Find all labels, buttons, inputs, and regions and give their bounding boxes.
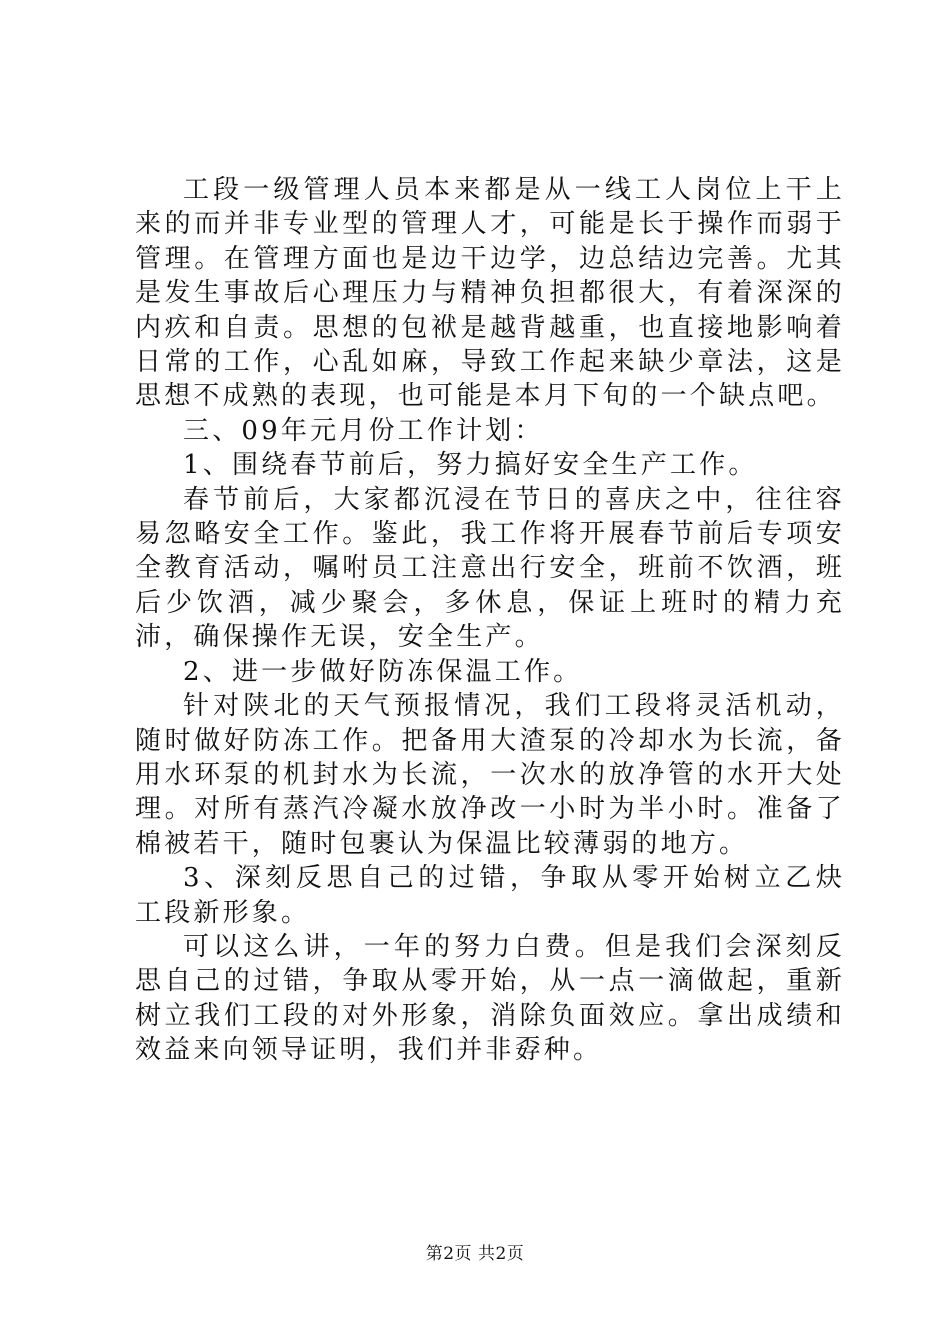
section-heading-january-plan: 三、09年元月份工作计划： <box>183 415 544 446</box>
paragraph-reflection: 工段一级管理人员本来都是从一线工人岗位上干上来的而并非专业型的管理人才，可能是长于操作而弱于管理。在管理方面也是边干边学，边总结边完善。尤其是发生事故后心理压力与精神负担都很大，有着深深的内疚和自责。思想的包袱是越背越重，也直接地影响着日常的工作，心乱如麻，导致工作起来缺少章法，这是思想不成熟的表现，也可能是本月下旬的一个缺点吧。 <box>135 175 845 412</box>
plan-item-1-heading: 1、围绕春节前后，努力搞好安全生产工作。 <box>183 450 758 481</box>
plan-item-3-body: 可以这么讲，一年的努力白费。但是我们会深刻反思自己的过错，争取从零开始，从一点一滴做起，重新树立我们工段的对外形象，消除负面效应。拿出成绩和效益来向领导证明，我们并非孬种。 <box>135 931 845 1066</box>
plan-item-3-heading: 3、深刻反思自己的过错，争取从零开始树立乙炔工段新形象。 <box>135 863 845 928</box>
plan-item-2-body: 针对陕北的天气预报情况，我们工段将灵活机动，随时做好防冻工作。把备用大渣泵的冷却水为长流，备用水环泵的机封水为长流，一次水的放净管的水开大处理。对所有蒸汽冷凝水放净改一小时为半小时。准备了棉被若干，随时包裹认为保温比较薄弱的地方。 <box>135 691 845 859</box>
document-body <box>135 173 845 1068</box>
plan-item-1-body: 春节前后，大家都沉浸在节日的喜庆之中，往往容易忽略安全工作。鉴此，我工作将开展春节前后专项安全教育活动，嘱咐员工注意出行安全，班前不饮酒，班后少饮酒，减少聚会，多休息，保证上班时的精力充沛，确保操作无误，安全生产。 <box>135 484 845 653</box>
page-footer: 第2页 共2页 <box>425 1244 525 1264</box>
plan-item-2-heading: 2、进一步做好防冻保温工作。 <box>183 656 583 687</box>
